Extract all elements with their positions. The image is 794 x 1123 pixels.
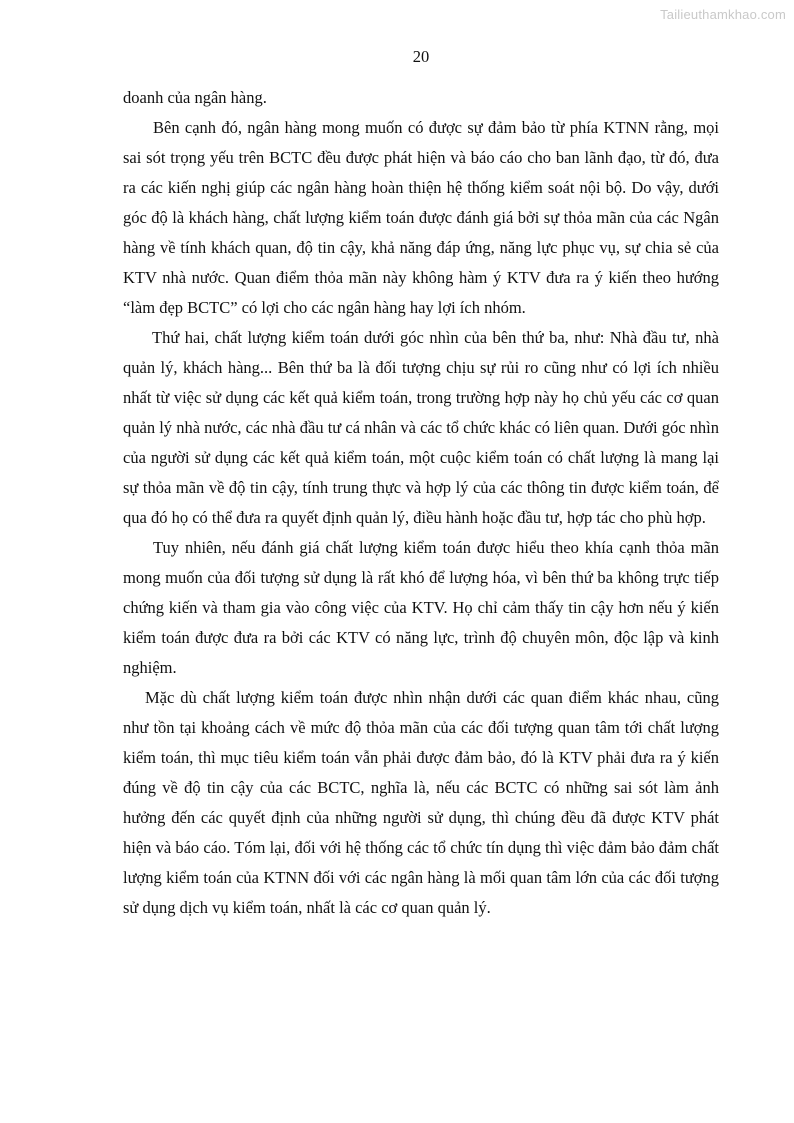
paragraph-quantification: Tuy nhiên, nếu đánh giá chất lượng kiểm toán được hiểu theo khía cạnh thỏa mãn mong muốn của đối tượng sử dụng là rất khó để lượng hóa, vì bên thứ ba không trực tiếp chứng kiến và tham gia vào công việc của KTV. Họ chỉ cảm thấy tin cậy hơn nếu ý kiến kiểm toán được đưa ra bởi các KTV có năng lực, trình độ chuyên môn, độc lập và kinh nghiệm. xyxy=(123,538,719,677)
paragraph-conclusion: Mặc dù chất lượng kiểm toán được nhìn nhận dưới các quan điểm khác nhau, cũng như tồn tại khoảng cách về mức độ thỏa mãn của các đối tượng quan tâm tới chất lượng kiểm toán, thì mục tiêu kiểm toán vẫn phải được đảm bảo, đó là KTV phải đưa ra ý kiến đúng về độ tin cậy của các BCTC, nghĩa là, nếu các BCTC có những sai sót làm ảnh hưởng đến các quyết định của những người sử dụng, thì chúng đều đã được KTV phát hiện và báo cáo. Tóm lại, đối với hệ thống các tổ chức tín dụng thì việc đảm bảo đảm chất lượng kiểm toán của KTNN đối với các ngân hàng là mối quan tâm lớn của các đối tượng sử dụng dịch vụ kiểm toán, nhất là các cơ quan quản lý. xyxy=(123,688,719,917)
paragraph-bank-expectation: Bên cạnh đó, ngân hàng mong muốn có được sự đảm bảo từ phía KTNN rằng, mọi sai sót trọng yếu trên BCTC đều được phát hiện và báo cáo cho ban lãnh đạo, từ đó, đưa ra các kiến nghị giúp các ngân hàng hoàn thiện hệ thống kiểm soát nội bộ. Do vậy, dưới góc độ là khách hàng, chất lượng kiểm toán được đánh giá bởi sự thỏa mãn của các Ngân hàng về tính khách quan, độ tin cậy, khả năng đáp ứng, năng lực phục vụ, sự chia sẻ của KTV nhà nước. Quan điểm thỏa mãn này không hàm ý KTV đưa ra ý kiến theo hướng “làm đẹp BCTC” có lợi cho các ngân hàng hay lợi ích nhóm. xyxy=(123,118,719,317)
document-body xyxy=(123,83,719,923)
watermark-text: Tailieuthamkhao.com xyxy=(660,7,786,22)
paragraph-continuation: doanh của ngân hàng. xyxy=(123,88,267,107)
paragraph-third-party-view: Thứ hai, chất lượng kiểm toán dưới góc nhìn của bên thứ ba, như: Nhà đầu tư, nhà quản lý, khách hàng... Bên thứ ba là đối tượng chịu sự rủi ro cũng như có lợi ích nhiều nhất từ việc sử dụng các kết quả kiểm toán, trong trường hợp này họ chủ yếu các cơ quan quản lý nhà nước, các nhà đầu tư cá nhân và các tổ chức khác có liên quan. Dưới góc nhìn của người sử dụng các kết quả kiểm toán, một cuộc kiểm toán có chất lượng là mang lại sự thỏa mãn về độ tin cậy, tính trung thực và hợp lý của các thông tin được kiểm toán, để qua đó họ có thể đưa ra quyết định quản lý, điều hành hoặc đầu tư, hợp tác cho phù hợp. xyxy=(123,328,719,527)
page-number: 20 xyxy=(412,47,430,66)
